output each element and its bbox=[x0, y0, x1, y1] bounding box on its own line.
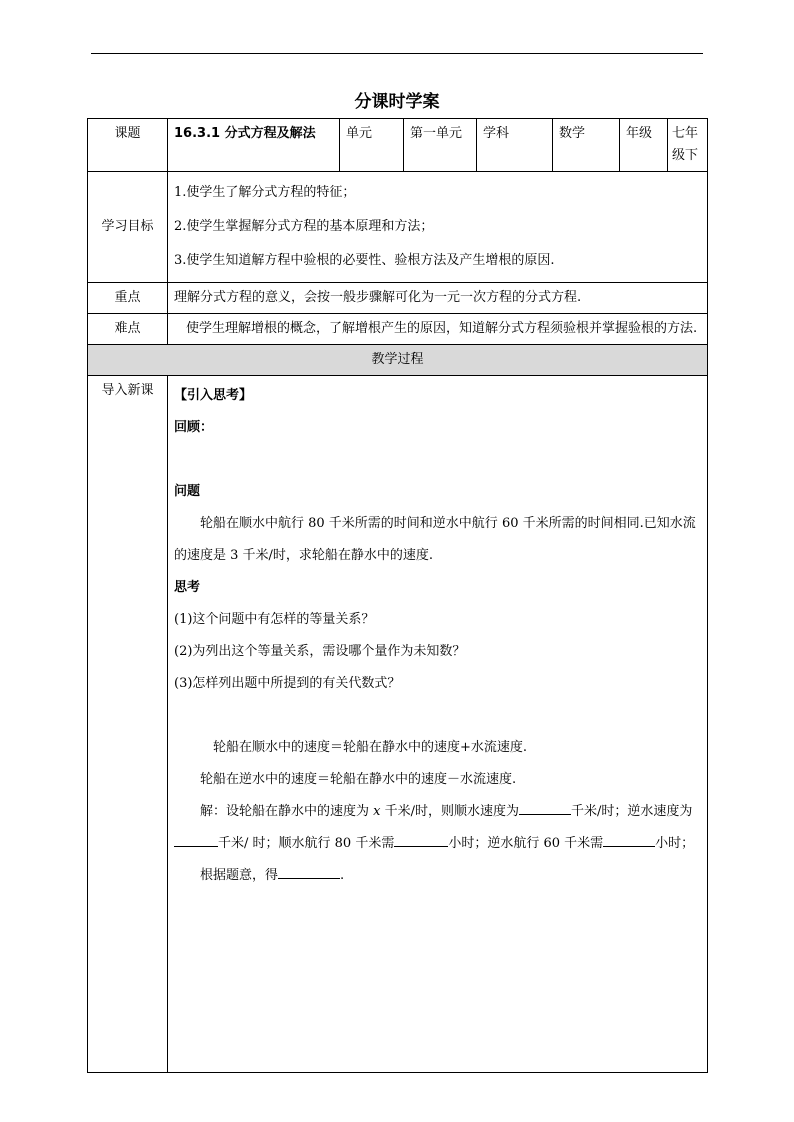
process-title: 教学过程 bbox=[88, 345, 708, 376]
variable-x: x bbox=[373, 804, 381, 819]
solution-part: 小时；逆水航行 60 千米需 bbox=[448, 836, 604, 851]
goals-list bbox=[168, 172, 708, 283]
spacer bbox=[174, 444, 701, 476]
equation-prefix: 根据题意，得 bbox=[200, 868, 279, 883]
difficulty-row bbox=[88, 314, 708, 345]
relation-upstream: 轮船在逆水中的速度＝轮船在静水中的速度－水流速度. bbox=[200, 772, 517, 787]
subject-label: 学科 bbox=[477, 119, 553, 172]
equation-blank[interactable] bbox=[278, 864, 340, 879]
solution-text bbox=[174, 796, 701, 860]
header-rule bbox=[91, 53, 703, 54]
difficulty-text: 使学生理解增根的概念，了解增根产生的原因，知道解分式方程须验根并掌握验根的方法. bbox=[168, 314, 708, 345]
difficulty-label: 难点 bbox=[88, 314, 168, 345]
unit-value: 第一单元 bbox=[404, 119, 477, 172]
goal-item: 3.使学生知道解方程中验根的必要性、验根方法及产生增根的原因. bbox=[174, 253, 555, 268]
goals-row bbox=[88, 172, 708, 283]
key-row bbox=[88, 283, 708, 314]
solution-part: 小时； bbox=[655, 836, 695, 851]
equation-line bbox=[174, 860, 701, 892]
spacer bbox=[174, 700, 701, 732]
answer-blank[interactable] bbox=[519, 800, 571, 815]
goals-label: 学习目标 bbox=[88, 172, 168, 283]
think-item: (1)这个问题中有怎样的等量关系？ bbox=[174, 612, 375, 627]
solution-part: 千米/ 时；顺水航行 80 千米需 bbox=[218, 836, 395, 851]
solution-part: 千米/时，则顺水速度为 bbox=[384, 804, 520, 819]
topic-value: 16.3.1 分式方程及解法 bbox=[168, 119, 340, 172]
process-title-row bbox=[88, 345, 708, 376]
review-heading: 回顾： bbox=[174, 420, 214, 435]
lesson-table bbox=[87, 118, 708, 1073]
info-row bbox=[88, 119, 708, 172]
intro-heading: 【引入思考】 bbox=[174, 388, 253, 403]
unit-label: 单元 bbox=[340, 119, 404, 172]
topic-label: 课题 bbox=[88, 119, 168, 172]
goal-item: 1.使学生了解分式方程的特征； bbox=[174, 185, 356, 200]
think-heading: 思考 bbox=[174, 580, 201, 595]
subject-value: 数学 bbox=[553, 119, 620, 172]
key-text: 理解分式方程的意义，会按一般步骤解可化为一元一次方程的分式方程. bbox=[168, 283, 708, 314]
question-text: 轮船在顺水中航行 80 千米所需的时间和逆水中航行 60 千米所需的时间相同.已知水流的速度是 3 千米/时，求轮船在静水中的速度. bbox=[174, 516, 696, 563]
equation-suffix: . bbox=[340, 868, 345, 883]
solution-part: 千米/时；逆水速度为 bbox=[571, 804, 693, 819]
solution-part: 解：设轮船在静水中的速度为 bbox=[200, 804, 370, 819]
process-row bbox=[88, 376, 708, 1073]
answer-blank[interactable] bbox=[394, 832, 448, 847]
page-title: 分课时学案 bbox=[354, 92, 440, 112]
key-label: 重点 bbox=[88, 283, 168, 314]
answer-blank[interactable] bbox=[603, 832, 655, 847]
relation-downstream: 轮船在顺水中的速度＝轮船在静水中的速度+水流速度. bbox=[213, 740, 528, 755]
think-item: (3)怎样列出题中所提到的有关代数式？ bbox=[174, 676, 401, 691]
process-content bbox=[168, 376, 708, 1073]
goal-item: 2.使学生掌握解分式方程的基本原理和方法； bbox=[174, 219, 434, 234]
grade-label: 年级 bbox=[620, 119, 668, 172]
question-heading: 问题 bbox=[174, 484, 201, 499]
answer-blank[interactable] bbox=[174, 832, 218, 847]
think-item: (2)为列出这个等量关系，需设哪个量作为未知数？ bbox=[174, 644, 466, 659]
grade-value: 七年级下 bbox=[668, 119, 708, 172]
section-label: 导入新课 bbox=[88, 376, 168, 1073]
